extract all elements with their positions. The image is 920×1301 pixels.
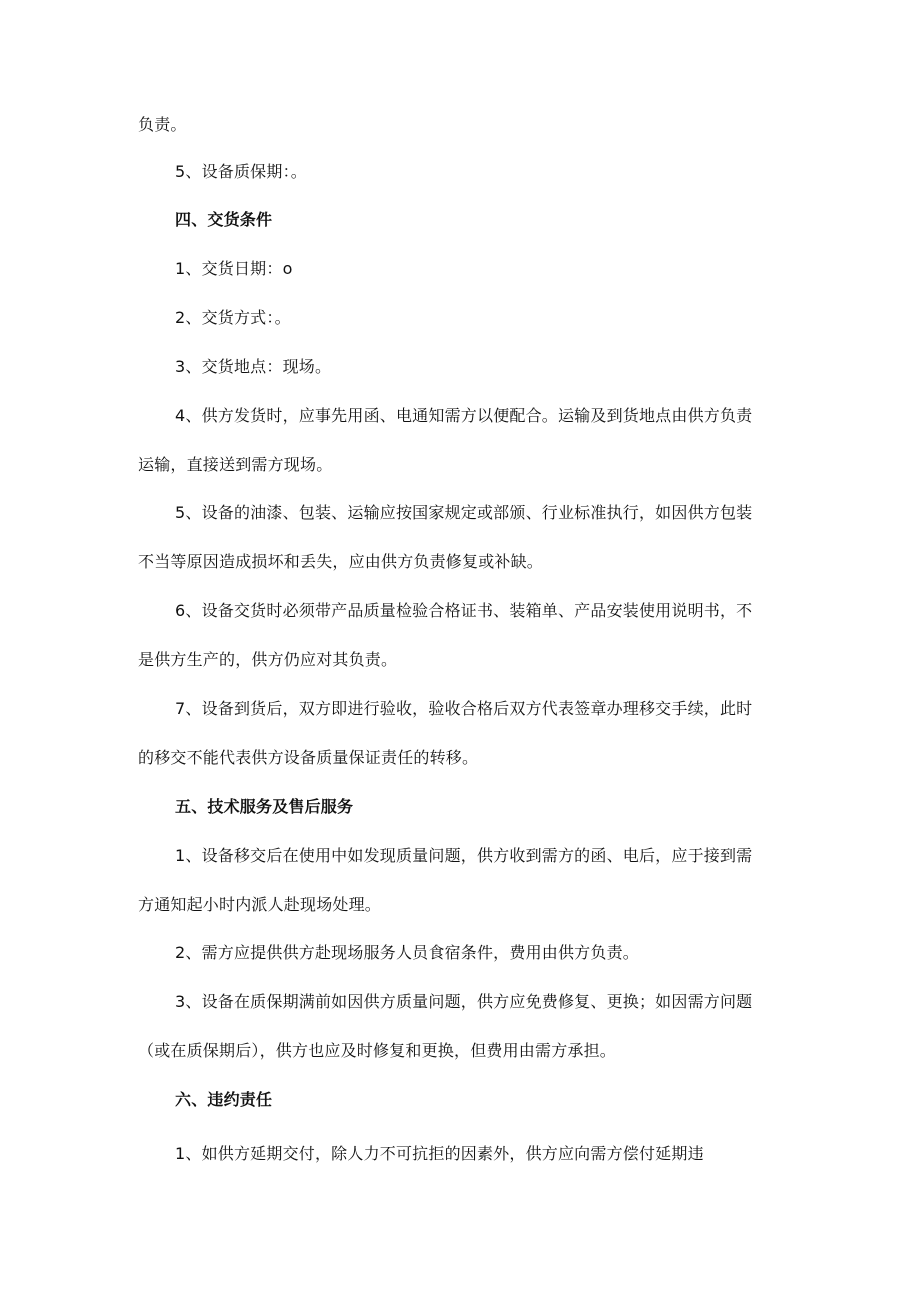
text-line-14: 的移交不能代表供方设备质量保证责任的转移。	[138, 748, 479, 767]
text-line-9: 5、设备的油漆、包装、运输应按国家规定或部颁、行业标准执行，如因供方包装	[175, 503, 753, 522]
text-line-8: 运输，直接送到需方现场。	[138, 455, 333, 474]
text-line-2: 5、设备质保期：。	[175, 162, 307, 181]
section-heading-6: 六、违约责任	[175, 1090, 273, 1109]
text-line-6: 3、交货地点：现场。	[175, 357, 332, 376]
text-line-13: 7、设备到货后，双方即进行验收，验收合格后双方代表签章办理移交手续，此时	[175, 699, 753, 718]
text-line-18: 2、需方应提供供方赴现场服务人员食宿条件，费用由供方负责。	[175, 943, 639, 962]
text-line-5: 2、交货方式：。	[175, 308, 291, 327]
text-line-22: 1、如供方延期交付，除人力不可抗拒的因素外，供方应向需方偿付延期违	[175, 1144, 704, 1163]
text-line-10: 不当等原因造成损坏和丢失，应由供方负责修复或补缺。	[138, 552, 544, 571]
text-line-17: 方通知起小时内派人赴现场处理。	[138, 895, 382, 914]
text-line-19: 3、设备在质保期满前如因供方质量问题，供方应免费修复、更换；如因需方问题	[175, 992, 753, 1011]
section-heading-4: 四、交货条件	[175, 210, 273, 229]
section-heading-5: 五、技术服务及售后服务	[175, 797, 354, 816]
text-line-11: 6、设备交货时必须带产品质量检验合格证书、装箱单、产品安装使用说明书，不	[175, 601, 753, 620]
text-line-1: 负责。	[138, 115, 187, 134]
text-line-12: 是供方生产的，供方仍应对其负责。	[138, 650, 398, 669]
text-line-7: 4、供方发货时，应事先用函、电通知需方以便配合。运输及到货地点由供方负责	[175, 406, 753, 425]
text-line-16: 1、设备移交后在使用中如发现质量问题，供方收到需方的函、电后，应于接到需	[175, 846, 753, 865]
text-line-20: （或在质保期后），供方也应及时修复和更换，但费用由需方承担。	[138, 1041, 617, 1060]
text-line-4: 1、交货日期：o	[175, 259, 293, 278]
